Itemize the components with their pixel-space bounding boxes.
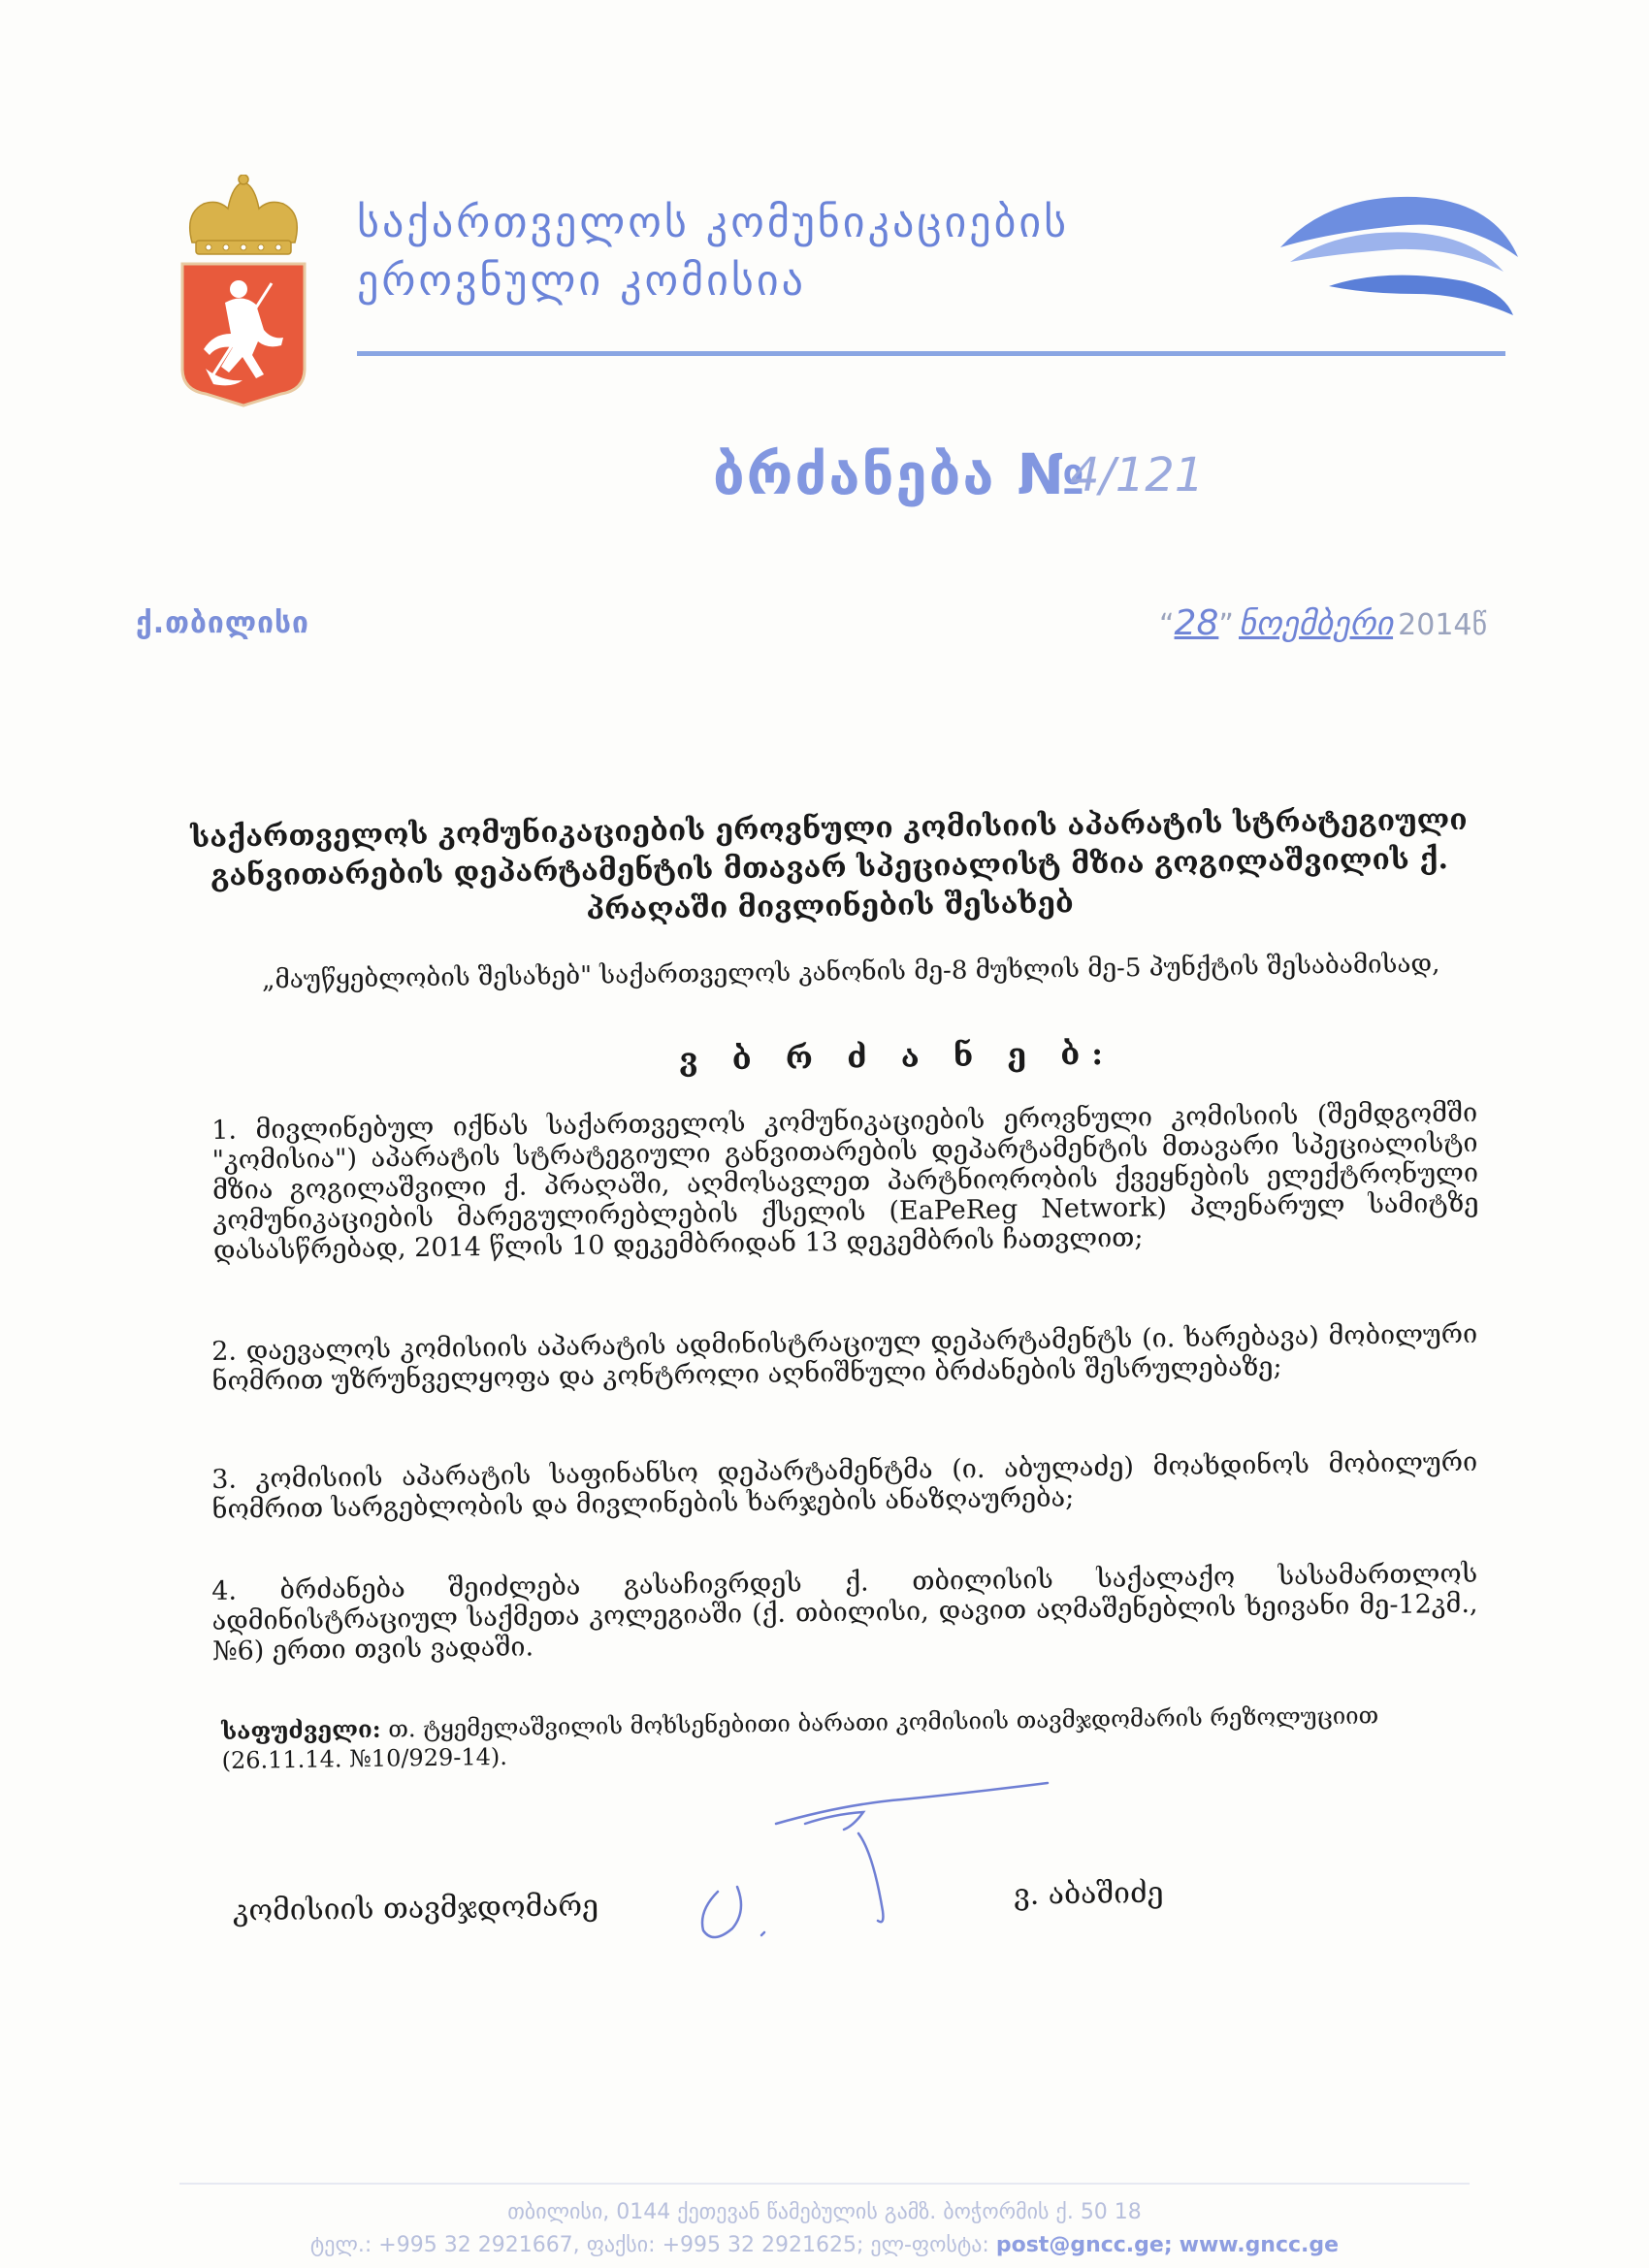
footer-phone-label: ტელ.: — [309, 2233, 372, 2257]
organization-name-line1: საქართველოს კომუნიკაციების — [357, 198, 1070, 247]
header-divider — [357, 351, 1505, 356]
footer-email-label: ელ-ფოსტა: — [870, 2233, 989, 2257]
handwritten-signature-icon — [679, 1766, 1067, 1960]
footer-fax: +995 32 2921625; — [662, 2233, 864, 2257]
footer-divider — [179, 2183, 1470, 2185]
footer-address: თბილისი, 0144 ქეთევან წამებულის გამზ. ბოჭორმის ქ. 50 18 — [507, 2200, 1142, 2224]
order-paragraph-2: 2. დაევალოს კომისიის აპარატის ადმინისტრაციულ დეპარტამენტს (ი. ხარებავა) მობილური ნომრით უზრუნველყოფა და კონტროლი აღნიშნული ბრძანების შესრულებაზე; — [211, 1318, 1478, 1397]
footer-contacts — [0, 2233, 1649, 2257]
order-verb-heading: ვ ბ რ ძ ა ნ ე ბ: — [678, 1034, 1116, 1079]
signatory-role: კომისიის თავმჯდომარე — [232, 1889, 599, 1928]
order-paragraph-4: 4. ბრძანება შეიძლება გასაჩივრდეს ქ. თბილისის საქალაქო სასამართლოს ადმინისტრაციულ საქმეთა კოლეგიაში (ქ. თბილისი, დავით აღმაშენებლის ხეივანი მე-12კმ., №6) ერთი თვის ვადაში. — [211, 1558, 1478, 1667]
order-title: ბრძანება № — [713, 441, 1087, 507]
date-year: 2014წ — [1398, 608, 1488, 642]
legal-basis-line: „მაუწყებლობის შესახებ" საქართველოს კანონის მე-8 მუხლის მე-5 პუნქტის შესაბამისად, — [261, 949, 1440, 995]
order-paragraph-1: 1. მივლინებულ იქნას საქართველოს კომუნიკაციების ეროვნული კომისიის (შემდგომში "კომისია") აპარატის სტრატეგიული განვითარების დეპარტამენტის მთავარი სპეციალისტი მზია გოგილაშვილი ქ. პრაღაში, აღმოსავლეთ პარტნიორობის ქვეყნების ელექტრონული კომუნიკაციების მარეგულირებლების ქსელის (EaPeReg Network) პლენარულ სამიტზე დასასწრებად, 2014 წლის 10 დეკემბრიდან 13 დეკემბრის ჩათვლით; — [211, 1097, 1479, 1266]
order-paragraph-3: 3. კომისიის აპარატის საფინანსო დეპარტამენტმა (ი. აბულაძე) მოახდინოს მობილური ნომრით სარგებლობის და მივლინების ხარჯების ანაზღაურება; — [211, 1446, 1478, 1525]
basis-text: თ. ტყემელაშვილის მოხსენებითი ბარათი კომისიის თავმჯდომარის რეზოლუციით (26.11.14. №10/929-14). — [221, 1701, 1379, 1774]
organization-name-line2: ეროვნული კომისია — [357, 256, 806, 306]
footer-website-link[interactable]: www.gncc.ge — [1179, 2233, 1340, 2257]
coat-of-arms-icon — [175, 175, 312, 407]
order-date: “28” ნოემბერი 2014წ — [1159, 603, 1488, 643]
footer-email-link[interactable]: post@gncc.ge; — [995, 2233, 1173, 2257]
footer-fax-label: ფაქსი: — [586, 2233, 656, 2257]
basis-note — [221, 1700, 1483, 1775]
basis-label: საფუძველი: — [221, 1714, 381, 1745]
date-day: 28 — [1174, 603, 1219, 643]
organization-name — [357, 194, 1230, 310]
date-month: ნოემბერი — [1239, 604, 1394, 643]
city-label: ქ.თბილისი — [136, 606, 309, 640]
order-subject: საქართველოს კომუნიკაციების ეროვნული კომისიის აპარატის სტრატეგიული განვითარების დეპარტამენტის მთავარ სპეციალისტ მზია გოგილაშვილის ქ. პრაღაში მივლინების შესახებ — [190, 802, 1468, 927]
gncc-logo-icon — [1271, 189, 1523, 320]
signatory-name: ვ. აბაშიძე — [1013, 1875, 1164, 1913]
footer-phone: +995 32 2921667, — [378, 2233, 580, 2257]
order-number: 4/121 — [1070, 448, 1205, 502]
